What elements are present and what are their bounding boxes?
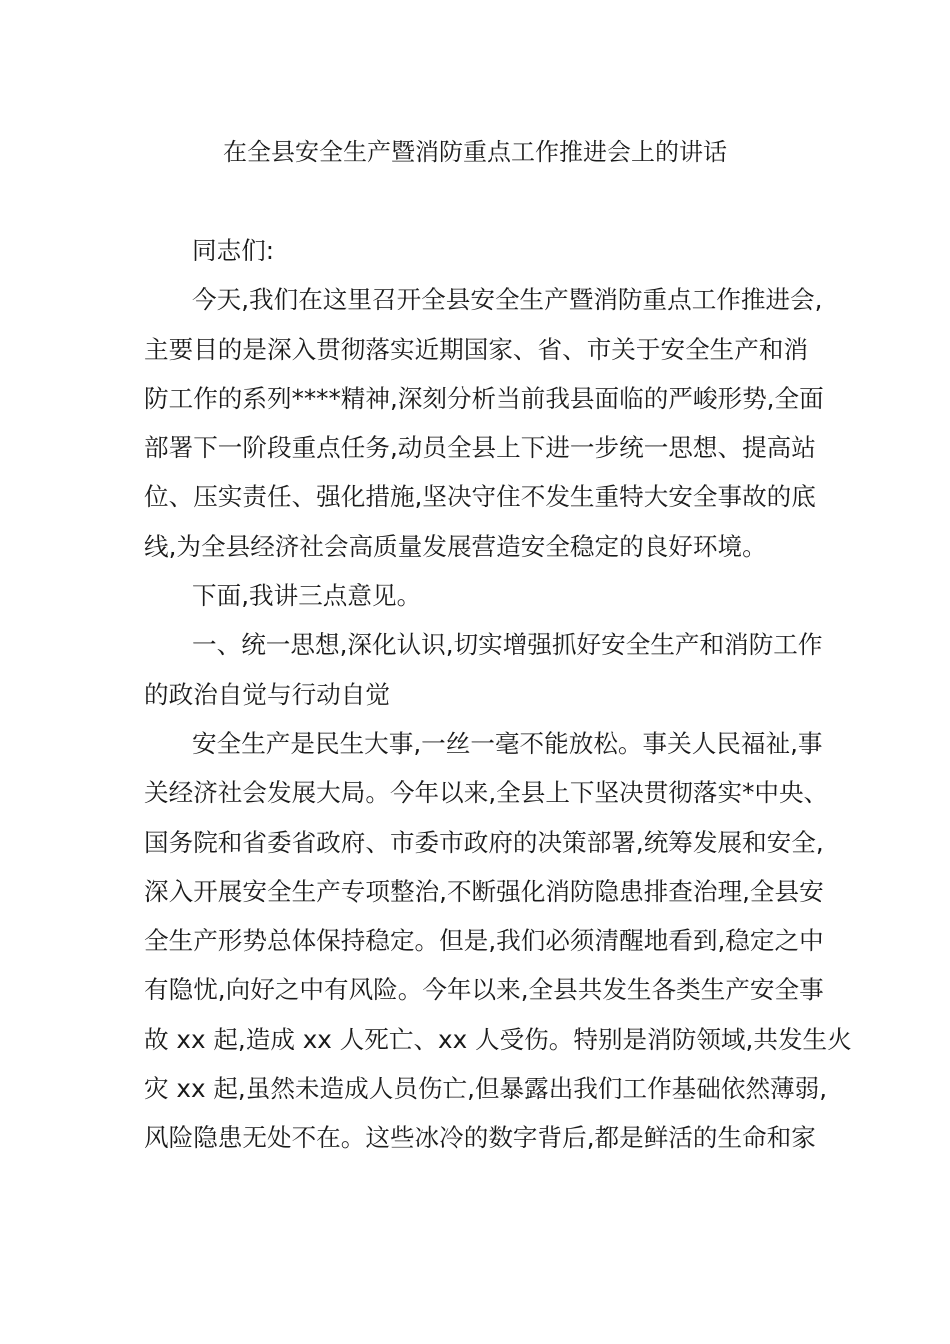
- document-title: 在全县安全生产暨消防重点工作推进会上的讲话: [223, 138, 727, 166]
- text-line: 防工作的系列****精神,深刻分析当前我县面临的严峻形势,全面: [144, 383, 824, 413]
- section-heading-line: 一、统一思想,深化认识,切实增强抓好安全生产和消防工作: [192, 630, 823, 660]
- text-line: 下面,我讲三点意见。: [192, 581, 422, 611]
- text-line: 关经济社会发展大局。今年以来,全县上下坚决贯彻落实*中央、: [144, 778, 829, 808]
- text-line: 灾 xx 起,虽然未造成人员伤亡,但暴露出我们工作基础依然薄弱,: [144, 1074, 828, 1104]
- text-line: 同志们:: [192, 236, 275, 265]
- text-line: 国务院和省委省政府、市委市政府的决策部署,统筹发展和安全,: [144, 827, 824, 857]
- text-line: 故 xx 起,造成 xx 人死亡、xx 人受伤。特别是消防领域,共发生火: [144, 1024, 852, 1054]
- text-line: 今天,我们在这里召开全县安全生产暨消防重点工作推进会,: [192, 285, 823, 315]
- section-heading-line: 的政治自觉与行动自觉: [144, 679, 390, 709]
- text-line: 有隐忧,向好之中有风险。今年以来,全县共发生各类生产安全事: [144, 975, 824, 1005]
- text-line: 深入开展安全生产专项整治,不断强化消防隐患排查治理,全县安: [144, 876, 824, 906]
- text-line: 位、压实责任、强化措施,坚决守住不发生重特大安全事故的底: [144, 482, 816, 512]
- text-line: 线,为全县经济社会高质量发展营造安全稳定的良好环境。: [144, 531, 767, 561]
- text-line: 主要目的是深入贯彻落实近期国家、省、市关于安全生产和消: [144, 334, 809, 364]
- document-body: [144, 226, 852, 1163]
- text-line: 风险隐患无处不在。这些冰冷的数字背后,都是鲜活的生命和家: [144, 1123, 816, 1153]
- text-line: 安全生产是民生大事,一丝一毫不能放松。事关人民福祉,事: [192, 728, 823, 758]
- text-line: 全生产形势总体保持稳定。但是,我们必须清醒地看到,稳定之中: [144, 926, 824, 956]
- text-line: 部署下一阶段重点任务,动员全县上下进一步统一思想、提高站: [144, 433, 816, 463]
